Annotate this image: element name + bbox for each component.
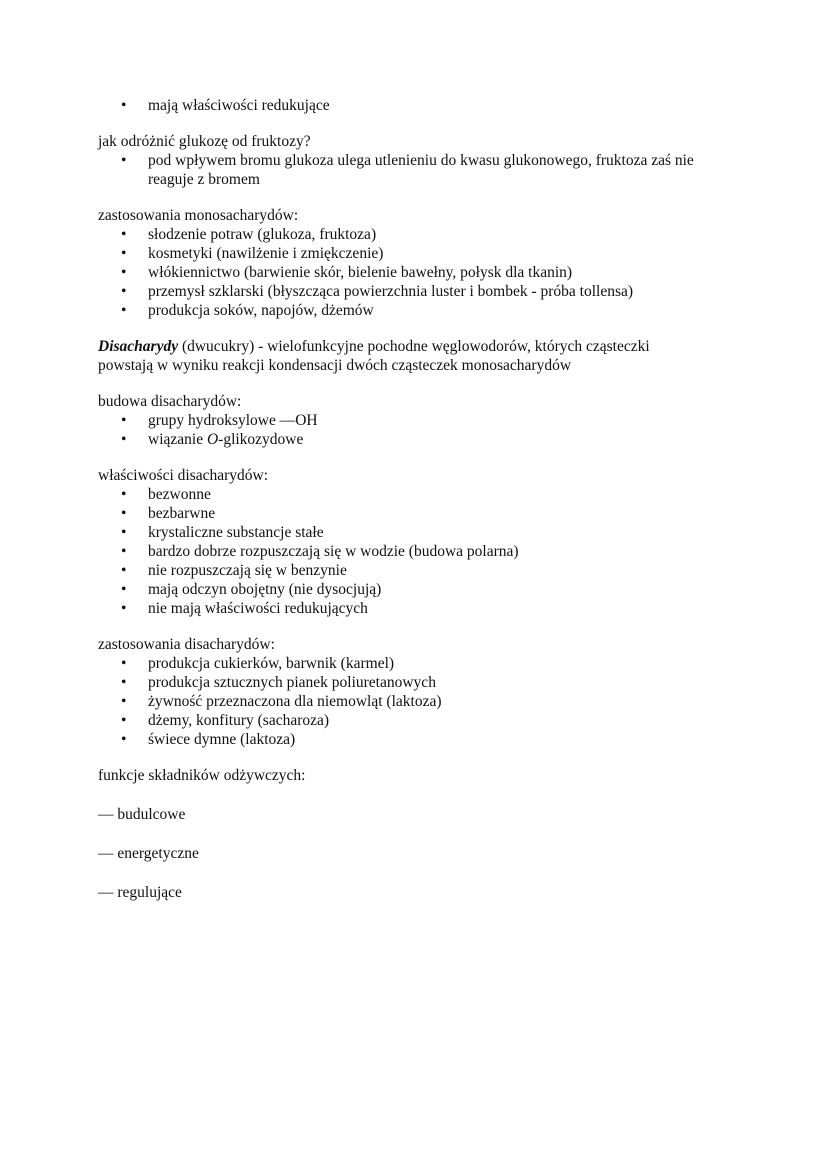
question-heading: jak odróżnić glukozę od fruktozy? xyxy=(98,133,311,150)
list-item: • produkcja soków, napojów, dżemów xyxy=(121,302,374,319)
list-item: • włókiennictwo (barwienie skór, bielenie bawełny, połysk dla tkanin) xyxy=(121,264,573,281)
bullet-icon: • xyxy=(121,302,127,319)
list-item: • produkcja cukierków, barwnik (karmel) xyxy=(121,655,395,672)
list-item: • mają odczyn obojętny (nie dysocjują) xyxy=(121,581,382,598)
bullet-icon: • xyxy=(121,245,127,262)
bullet-icon: • xyxy=(121,264,127,281)
bullet-icon: • xyxy=(121,581,127,598)
bullet-icon: • xyxy=(121,412,127,429)
bullet-icon: • xyxy=(121,543,127,560)
list-item: • grupy hydroksylowe —OH xyxy=(121,412,318,429)
bullet-icon: • xyxy=(121,674,127,691)
bullet-icon: • xyxy=(121,486,127,503)
properties-heading: właściwości disacharydów: xyxy=(98,467,269,484)
document-page xyxy=(98,96,738,902)
bullet-icon: • xyxy=(121,283,127,300)
bullet-icon: • xyxy=(121,562,127,579)
list-item: • słodzenie potraw (glukoza, fruktoza) xyxy=(121,226,377,243)
bullet-icon: • xyxy=(121,152,127,169)
structure-list xyxy=(98,411,738,449)
mono-uses-heading: zastosowania monosacharydów: xyxy=(98,207,299,224)
disaccharide-uses-list xyxy=(98,654,738,749)
bullet-icon: • xyxy=(121,655,127,672)
nutrient-functions-heading: funkcje składników odżywczych: xyxy=(98,767,306,784)
properties-list xyxy=(98,485,738,618)
bullet-icon: • xyxy=(121,226,127,243)
list-item: • świece dymne (laktoza) xyxy=(121,731,296,748)
list-item: • mają właściwości redukujące xyxy=(121,97,330,114)
list-item: • bezbarwne xyxy=(121,505,216,522)
list-item: • przemysł szklarski (błyszcząca powierzchnia luster i bombek - próba tollensa) xyxy=(121,283,634,300)
list-item: • krystaliczne substancje stałe xyxy=(121,524,324,541)
list-item: • nie rozpuszczają się w benzynie xyxy=(121,562,347,579)
list-item: • pod wpływem bromu glukoza ulega utlenieniu do kwasu glukonowego, fruktoza zaś nie reaguje z bromem xyxy=(121,152,694,188)
bullet-icon: • xyxy=(121,431,127,448)
intro-bullet-list xyxy=(98,96,738,115)
nutrient-function-item: — budulcowe xyxy=(98,806,186,823)
disaccharide-uses-heading: zastosowania disacharydów: xyxy=(98,636,275,653)
bullet-icon: • xyxy=(121,731,127,748)
list-item: • dżemy, konfitury (sacharoza) xyxy=(121,712,330,729)
definition-term: Disacharydy xyxy=(98,338,179,355)
mono-uses-list xyxy=(98,225,738,320)
list-item: • wiązanie O-glikozydowe xyxy=(121,431,304,448)
list-item: • nie mają właściwości redukujących xyxy=(121,600,368,617)
bullet-icon: • xyxy=(121,524,127,541)
nutrient-function-item: — regulujące xyxy=(98,884,182,901)
list-item: • bardzo dobrze rozpuszczają się w wodzie (budowa polarna) xyxy=(121,543,519,560)
definition-text: (dwucukry) - wielofunkcyjne pochodne węglowodorów, których cząsteczki powstają w wyniku reakcji kondensacji dwóch cząsteczek monosacharydów xyxy=(98,338,650,374)
list-item: • kosmetyki (nawilżenie i zmiękczenie) xyxy=(121,245,384,262)
list-item: • żywność przeznaczona dla niemowląt (laktoza) xyxy=(121,693,442,710)
bullet-icon: • xyxy=(121,693,127,710)
nutrient-function-item: — energetyczne xyxy=(98,845,199,862)
bullet-icon: • xyxy=(121,600,127,617)
list-item: • produkcja sztucznych pianek poliuretanowych xyxy=(121,674,436,691)
list-item: • bezwonne xyxy=(121,486,211,503)
bullet-icon: • xyxy=(121,505,127,522)
question-answer-list xyxy=(98,151,738,189)
bullet-icon: • xyxy=(121,712,127,729)
disaccharides-definition xyxy=(98,337,708,375)
structure-heading: budowa disacharydów: xyxy=(98,393,242,410)
bullet-icon: • xyxy=(121,97,127,114)
